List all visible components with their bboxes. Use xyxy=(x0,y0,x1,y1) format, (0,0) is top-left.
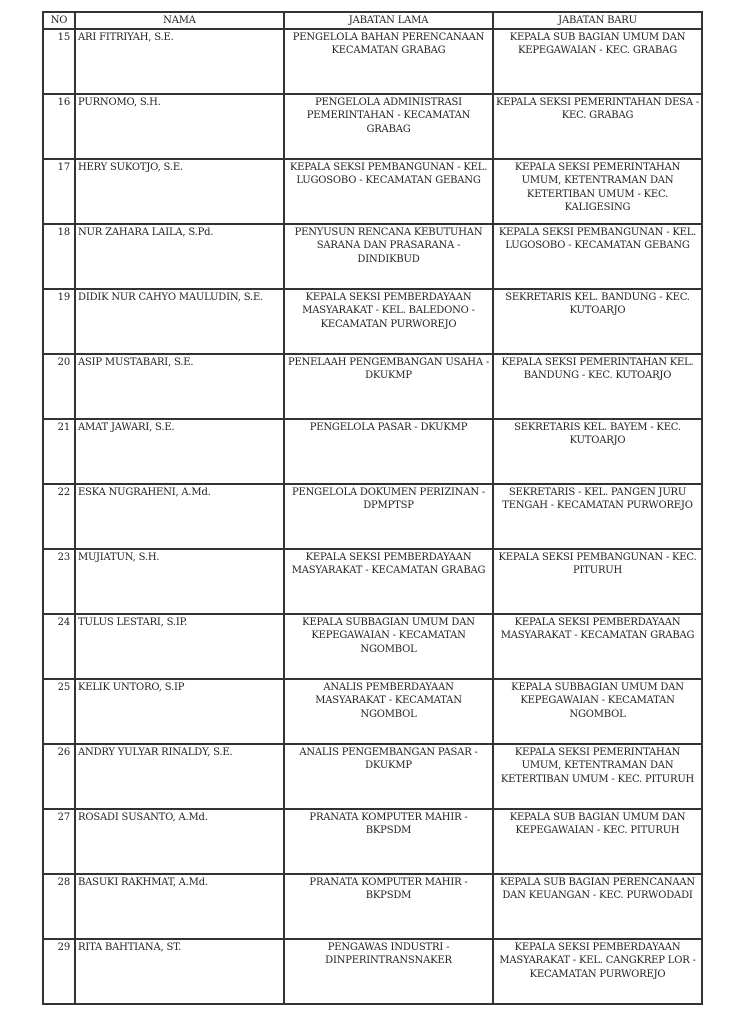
table-header-row xyxy=(43,12,702,29)
cell-nama: PURNOMO, S.H. xyxy=(75,94,284,159)
cell-jabatan-lama: PENYUSUN RENCANA KEBUTUHAN SARANA DAN PRASARANA - DINDIKBUD xyxy=(284,224,493,289)
cell-jabatan-baru: KEPALA SEKSI PEMBERDAYAAN MASYARAKAT - KEL. CANGKREP LOR - KECAMATAN PURWOREJO xyxy=(493,939,702,1004)
cell-jabatan-baru: KEPALA SEKSI PEMERINTAHAN UMUM, KETENTRAMAN DAN KETERTIBAN UMUM - KEC. KALIGESING xyxy=(493,159,702,224)
cell-nama: RITA BAHTIANA, ST. xyxy=(75,939,284,1004)
cell-jabatan-lama: KEPALA SEKSI PEMBERDAYAAN MASYARAKAT - KEL. BALEDONO - KECAMATAN PURWOREJO xyxy=(284,289,493,354)
header-jabatan-lama: JABATAN LAMA xyxy=(284,12,493,29)
cell-jabatan-lama: PRANATA KOMPUTER MAHIR - BKPSDM xyxy=(284,874,493,939)
table-row xyxy=(43,29,702,94)
cell-nama: TULUS LESTARI, S.IP. xyxy=(75,614,284,679)
table-row xyxy=(43,744,702,809)
cell-jabatan-baru: KEPALA SUBBAGIAN UMUM DAN KEPEGAWAIAN - KECAMATAN NGOMBOL xyxy=(493,679,702,744)
cell-jabatan-baru: SEKRETARIS KEL. BAYEM - KEC. KUTOARJO xyxy=(493,419,702,484)
cell-no: 22 xyxy=(43,484,75,549)
cell-no: 19 xyxy=(43,289,75,354)
cell-jabatan-lama: ANALIS PEMBERDAYAAN MASYARAKAT - KECAMATAN NGOMBOL xyxy=(284,679,493,744)
table-row xyxy=(43,94,702,159)
cell-nama: HERY SUKOTJO, S.E. xyxy=(75,159,284,224)
cell-jabatan-baru: SEKRETARIS - KEL. PANGEN JURU TENGAH - KECAMATAN PURWOREJO xyxy=(493,484,702,549)
cell-jabatan-baru: KEPALA SEKSI PEMBERDAYAAN MASYARAKAT - KECAMATAN GRABAG xyxy=(493,614,702,679)
cell-jabatan-lama: ANALIS PENGEMBANGAN PASAR - DKUKMP xyxy=(284,744,493,809)
cell-jabatan-lama: KEPALA SEKSI PEMBANGUNAN - KEL. LUGOSOBO - KECAMATAN GEBANG xyxy=(284,159,493,224)
cell-jabatan-lama: KEPALA SEKSI PEMBERDAYAAN MASYARAKAT - KECAMATAN GRABAG xyxy=(284,549,493,614)
cell-jabatan-lama: PENGELOLA ADMINISTRASI PEMERINTAHAN - KECAMATAN GRABAG xyxy=(284,94,493,159)
header-nama: NAMA xyxy=(75,12,284,29)
cell-no: 24 xyxy=(43,614,75,679)
cell-jabatan-baru: KEPALA SEKSI PEMBANGUNAN - KEL. LUGOSOBO - KECAMATAN GEBANG xyxy=(493,224,702,289)
cell-jabatan-lama: PENGELOLA DOKUMEN PERIZINAN - DPMPTSP xyxy=(284,484,493,549)
table-row xyxy=(43,874,702,939)
cell-no: 27 xyxy=(43,809,75,874)
cell-nama: KELIK UNTORO, S.IP xyxy=(75,679,284,744)
header-jabatan-baru: JABATAN BARU xyxy=(493,12,702,29)
cell-nama: ESKA NUGRAHENI, A.Md. xyxy=(75,484,284,549)
cell-nama: MUJIATUN, S.H. xyxy=(75,549,284,614)
cell-jabatan-baru: KEPALA SEKSI PEMERINTAHAN KEL. BANDUNG - KEC. KUTOARJO xyxy=(493,354,702,419)
cell-jabatan-lama: PENGELOLA PASAR - DKUKMP xyxy=(284,419,493,484)
cell-jabatan-baru: KEPALA SUB BAGIAN PERENCANAAN DAN KEUANGAN - KEC. PURWODADI xyxy=(493,874,702,939)
cell-no: 15 xyxy=(43,29,75,94)
table-body xyxy=(43,29,702,1004)
cell-no: 25 xyxy=(43,679,75,744)
cell-nama: DIDIK NUR CAHYO MAULUDIN, S.E. xyxy=(75,289,284,354)
cell-jabatan-baru: KEPALA SEKSI PEMBANGUNAN - KEC. PITURUH xyxy=(493,549,702,614)
cell-no: 26 xyxy=(43,744,75,809)
table-row xyxy=(43,939,702,1004)
personnel-rotation-table xyxy=(42,11,703,1005)
cell-no: 29 xyxy=(43,939,75,1004)
cell-no: 16 xyxy=(43,94,75,159)
cell-jabatan-baru: KEPALA SEKSI PEMERINTAHAN DESA - KEC. GRABAG xyxy=(493,94,702,159)
cell-jabatan-lama: PENELAAH PENGEMBANGAN USAHA - DKUKMP xyxy=(284,354,493,419)
header-no: NO xyxy=(43,12,75,29)
table-row xyxy=(43,159,702,224)
cell-no: 28 xyxy=(43,874,75,939)
cell-no: 23 xyxy=(43,549,75,614)
table-row xyxy=(43,354,702,419)
cell-jabatan-baru: KEPALA SUB BAGIAN UMUM DAN KEPEGAWAIAN - KEC. GRABAG xyxy=(493,29,702,94)
cell-jabatan-lama: PRANATA KOMPUTER MAHIR - BKPSDM xyxy=(284,809,493,874)
table-row xyxy=(43,289,702,354)
table-row xyxy=(43,809,702,874)
cell-jabatan-lama: PENGAWAS INDUSTRI - DINPERINTRANSNAKER xyxy=(284,939,493,1004)
table-row xyxy=(43,224,702,289)
cell-jabatan-lama: KEPALA SUBBAGIAN UMUM DAN KEPEGAWAIAN - KECAMATAN NGOMBOL xyxy=(284,614,493,679)
cell-nama: AMAT JAWARI, S.E. xyxy=(75,419,284,484)
cell-no: 18 xyxy=(43,224,75,289)
cell-nama: ROSADI SUSANTO, A.Md. xyxy=(75,809,284,874)
table-row xyxy=(43,614,702,679)
cell-no: 21 xyxy=(43,419,75,484)
cell-no: 20 xyxy=(43,354,75,419)
cell-no: 17 xyxy=(43,159,75,224)
cell-jabatan-baru: KEPALA SUB BAGIAN UMUM DAN KEPEGAWAIAN - KEC. PITURUH xyxy=(493,809,702,874)
cell-nama: ARI FITRIYAH, S.E. xyxy=(75,29,284,94)
cell-jabatan-baru: KEPALA SEKSI PEMERINTAHAN UMUM, KETENTRAMAN DAN KETERTIBAN UMUM - KEC. PITURUH xyxy=(493,744,702,809)
cell-nama: ANDRY YULYAR RINALDY, S.E. xyxy=(75,744,284,809)
table-row xyxy=(43,419,702,484)
cell-jabatan-baru: SEKRETARIS KEL. BANDUNG - KEC. KUTOARJO xyxy=(493,289,702,354)
cell-nama: BASUKI RAKHMAT, A.Md. xyxy=(75,874,284,939)
cell-nama: NUR ZAHARA LAILA, S.Pd. xyxy=(75,224,284,289)
cell-nama: ASIP MUSTABARI, S.E. xyxy=(75,354,284,419)
table-row xyxy=(43,549,702,614)
table-row xyxy=(43,679,702,744)
cell-jabatan-lama: PENGELOLA BAHAN PERENCANAAN KECAMATAN GRABAG xyxy=(284,29,493,94)
table-row xyxy=(43,484,702,549)
